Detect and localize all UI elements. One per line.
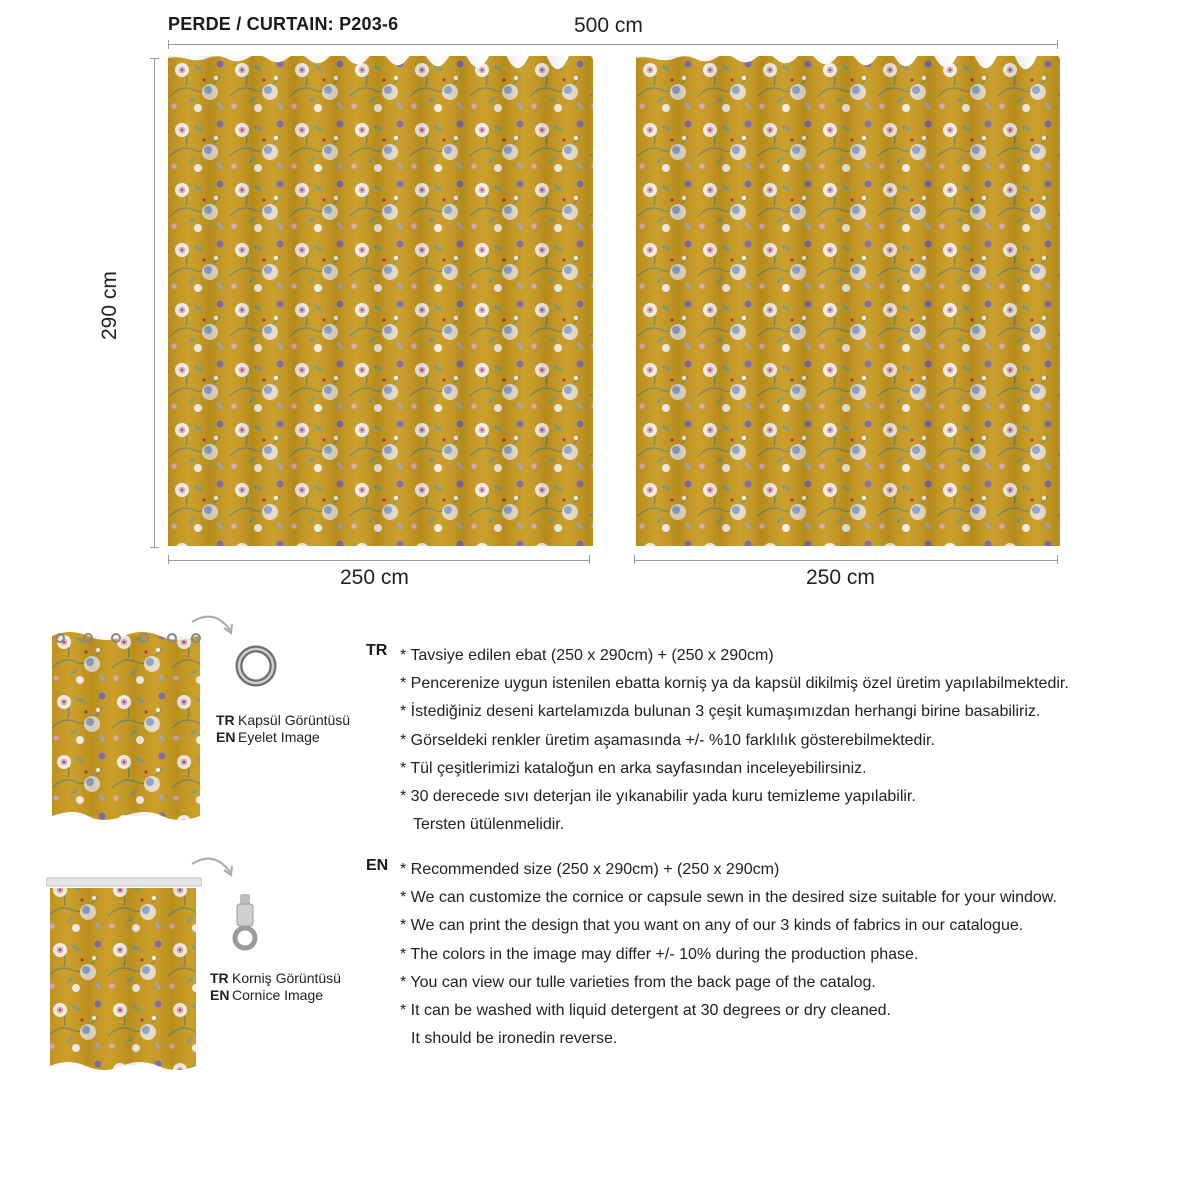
en-line: * The colors in the image may differ +/- 10% during the production phase. <box>400 945 919 963</box>
height-tick-top <box>150 58 159 59</box>
left-width-tick-a <box>168 555 169 564</box>
eyelet-en-text: Eyelet Image <box>238 729 320 745</box>
left-width-line <box>168 560 590 561</box>
tr-section-list <box>400 642 1069 839</box>
cornice-en-label: EN <box>210 987 230 1003</box>
tr-line: * 30 derecede sıvı deterjan ile yıkanabilir yada kuru temizleme yapılabilir. <box>400 788 916 806</box>
cornice-hook-icon <box>230 892 260 954</box>
cornice-tr-label: TR <box>210 970 229 986</box>
en-section-list <box>400 856 1057 1053</box>
eyelet-tr-label: TR <box>216 712 235 728</box>
right-width-tick-b <box>1057 555 1058 564</box>
en-line: * We can customize the cornice or capsule sewn in the desired size suitable for your window. <box>400 889 1057 907</box>
en-line: * Recommended size (250 x 290cm) + (250 x 290cm) <box>400 861 780 878</box>
total-width-tick-right <box>1057 40 1058 49</box>
tr-line: * Tavsiye edilen ebat (250 x 290cm) + (250 x 290cm) <box>400 647 774 664</box>
height-line <box>154 58 155 548</box>
tr-line: * Pencerenize uygun istenilen ebatta korniş ya da kapsül dikilmiş özel üretim yapılabilmektedir. <box>400 675 1069 693</box>
eyelet-tr-text: Kapsül Görüntüsü <box>238 712 351 728</box>
right-width-label: 250 cm <box>806 566 875 589</box>
tr-line: * Tül çeşitlerimizi kataloğun en arka sayfasından inceleyebilirsiniz. <box>400 759 867 777</box>
total-width-line <box>168 44 1058 45</box>
en-section-label: EN <box>366 857 389 874</box>
curtain-panel-left <box>168 56 593 546</box>
left-width-label: 250 cm <box>340 566 409 589</box>
tr-section-label: TR <box>366 642 388 659</box>
total-width-tick-left <box>168 40 169 49</box>
eyelet-en-label: EN <box>216 729 236 745</box>
cornice-curtain-thumbnail <box>46 876 202 1076</box>
curved-arrow-icon-2 <box>190 854 240 882</box>
eyelet-caption <box>216 712 350 746</box>
tr-line: Tersten ütülenmelidir. <box>413 816 565 834</box>
page-title: PERDE / CURTAIN: P203-6 <box>168 14 399 34</box>
cornice-en-text: Cornice Image <box>232 987 324 1003</box>
left-width-tick-b <box>589 555 590 564</box>
right-width-tick-a <box>634 555 635 564</box>
eyelet-curtain-thumbnail <box>50 628 202 824</box>
curved-arrow-icon <box>190 612 240 640</box>
tr-line: * İstediğiniz deseni kartelamızda bulunan 3 çeşit kumaşımızdan herhangi birine basabiliriz. <box>400 703 1041 721</box>
en-line: * It can be washed with liquid detergent at 30 degrees or dry cleaned. <box>400 1002 891 1020</box>
height-label: 290 cm <box>98 271 121 340</box>
en-line: * You can view our tulle varieties from the back page of the catalog. <box>400 973 876 991</box>
en-line: * We can print the design that you want on any of our 3 kinds of fabrics in our catalogue. <box>400 917 1024 935</box>
tr-line: * Görseldeki renkler üretim aşamasında +/- %10 farklılık gösterebilmektedir. <box>400 731 935 749</box>
curtain-panel-right <box>636 56 1060 546</box>
en-line: It should be ironedin reverse. <box>411 1030 618 1048</box>
right-width-line <box>634 560 1058 561</box>
eyelet-ring-icon <box>234 644 278 688</box>
cornice-caption <box>210 970 341 1004</box>
cornice-tr-text: Korniş Görüntüsü <box>232 970 341 986</box>
height-tick-bottom <box>150 547 159 548</box>
total-width-label: 500 cm <box>574 14 643 37</box>
